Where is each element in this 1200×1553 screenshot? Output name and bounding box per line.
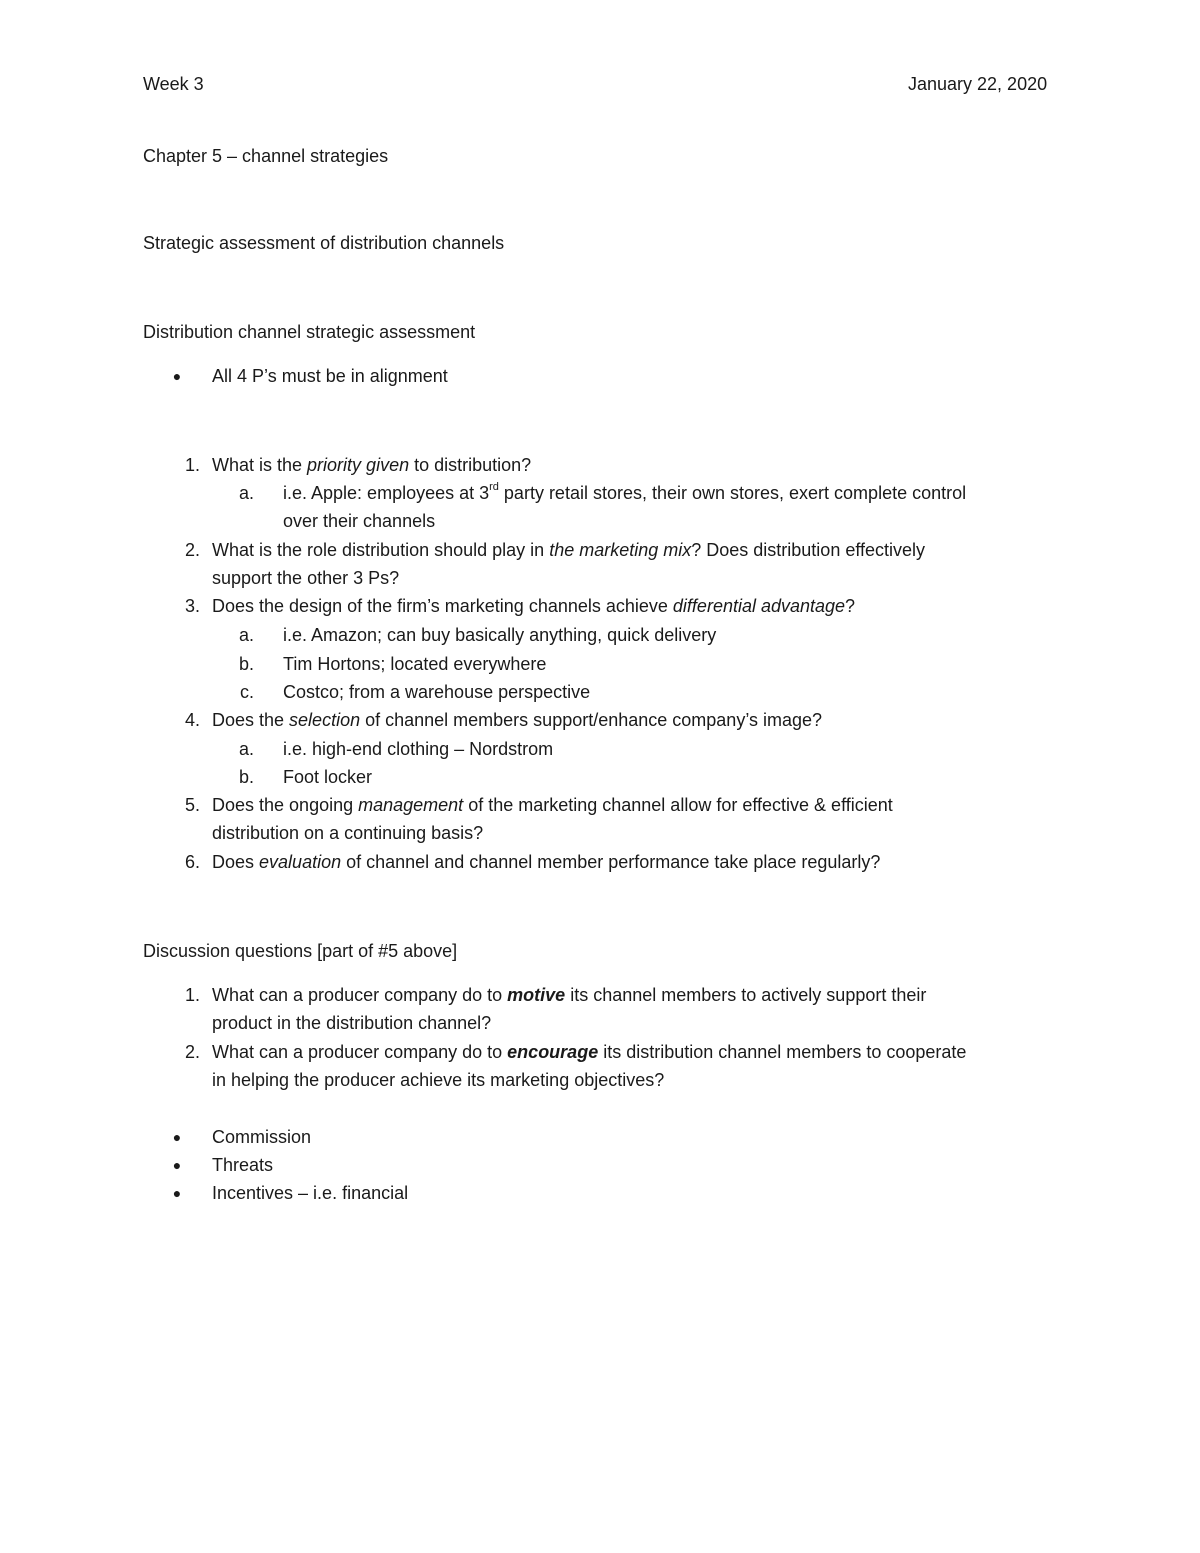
list-number: 2. xyxy=(184,540,200,560)
list-number: 1. xyxy=(184,455,200,475)
list-text: What can a producer company do to motive its channel members to actively support their xyxy=(212,985,927,1005)
sub-text: i.e. high-end clothing – Nordstrom xyxy=(283,739,554,759)
list-text: Does the design of the firm’s marketing channels achieve differential advantage? xyxy=(212,596,856,616)
sub-text: i.e. Apple: employees at 3rd party retail stores, their own stores, exert complete control xyxy=(283,481,967,503)
bullet-text: Commission xyxy=(212,1127,312,1147)
list-number: 5. xyxy=(184,795,200,815)
subsection-title: Distribution channel strategic assessment xyxy=(143,322,476,342)
sub-letter: c. xyxy=(239,682,254,702)
bullet-text: Incentives – i.e. financial xyxy=(212,1183,409,1203)
sub-text: Tim Hortons; located everywhere xyxy=(283,654,547,674)
bullet-marker: ● xyxy=(172,368,182,384)
sub-text: Foot locker xyxy=(283,767,373,787)
sub-letter: b. xyxy=(238,767,254,787)
bullet-text: All 4 P’s must be in alignment xyxy=(212,366,448,386)
list-text: Does evaluation of channel and channel member performance take place regularly? xyxy=(212,852,881,872)
list-text: Does the ongoing management of the marketing channel allow for effective & efficient xyxy=(212,795,893,815)
list-text-continued: support the other 3 Ps? xyxy=(212,568,400,588)
sub-text-continued: over their channels xyxy=(283,511,436,531)
bullet-marker: ● xyxy=(172,1157,182,1173)
list-text-continued: product in the distribution channel? xyxy=(212,1013,492,1033)
list-number: 2. xyxy=(184,1042,200,1062)
list-number: 3. xyxy=(184,596,200,616)
list-text: Does the selection of channel members support/enhance company’s image? xyxy=(212,710,823,730)
bullet-text: Threats xyxy=(212,1155,274,1175)
list-number: 6. xyxy=(184,852,200,872)
list-text: What is the role distribution should play in the marketing mix? Does distribution effectively xyxy=(212,540,926,560)
chapter-title: Chapter 5 – channel strategies xyxy=(143,146,389,166)
sub-letter: a. xyxy=(238,625,254,645)
sub-letter: b. xyxy=(238,654,254,674)
bullet-marker: ● xyxy=(172,1185,182,1201)
sub-text: Costco; from a warehouse perspective xyxy=(283,682,591,702)
list-text: What is the priority given to distribution? xyxy=(212,455,532,475)
list-number: 1. xyxy=(184,985,200,1005)
week-label: Week 3 xyxy=(143,74,204,94)
sub-text: i.e. Amazon; can buy basically anything, quick delivery xyxy=(283,625,717,645)
list-text: What can a producer company do to encourage its distribution channel members to cooperate xyxy=(212,1042,967,1062)
list-text-continued: in helping the producer achieve its marketing objectives? xyxy=(212,1070,665,1090)
section-title: Strategic assessment of distribution channels xyxy=(143,233,505,253)
date-label: January 22, 2020 xyxy=(908,74,1048,94)
list-text-continued: distribution on a continuing basis? xyxy=(212,823,484,843)
bullet-marker: ● xyxy=(172,1129,182,1145)
discussion-title: Discussion questions [part of #5 above] xyxy=(143,941,458,961)
sub-letter: a. xyxy=(238,739,254,759)
sub-letter: a. xyxy=(238,483,254,503)
list-number: 4. xyxy=(184,710,200,730)
